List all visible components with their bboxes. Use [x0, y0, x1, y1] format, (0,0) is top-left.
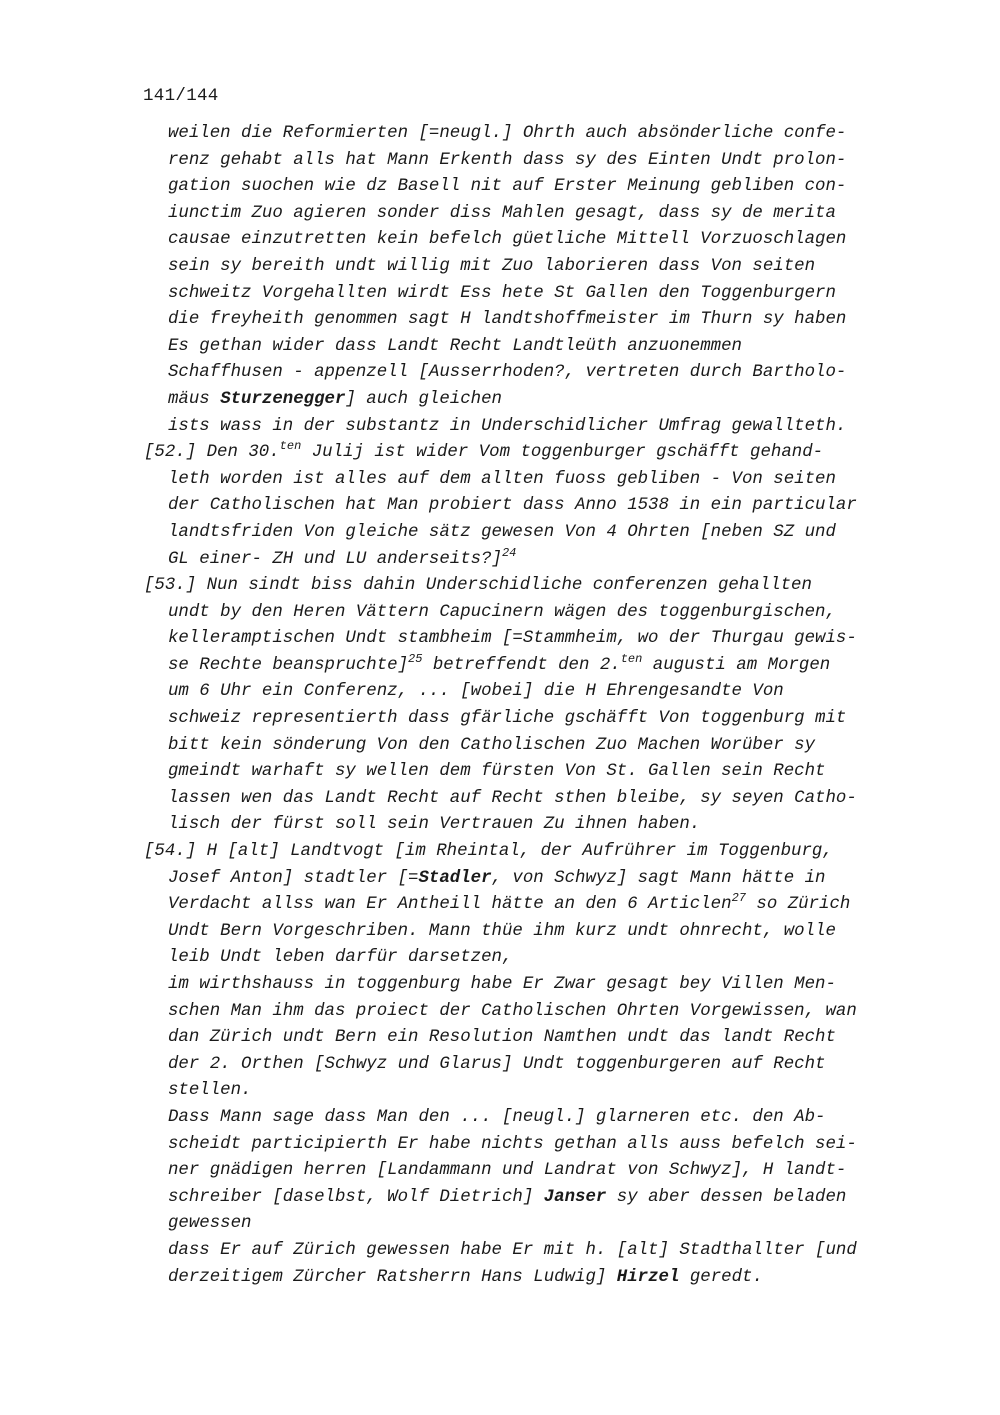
text-line	[144, 1025, 914, 1052]
text-run: der Catholischen hat Man probiert dass Anno 1538 in ein particular	[168, 496, 857, 516]
text-run: leib Undt leben darfür darsetzen,	[168, 948, 513, 968]
bold-name: Sturzenegger	[220, 389, 346, 409]
text-line	[144, 653, 914, 680]
text-line	[144, 281, 914, 308]
text-run: ner gnädigen herren [Landammann und Landrat von Schwyz], H landt-	[168, 1161, 847, 1181]
text-run: renz gehabt alls hat Mann Erkenth dass sy des Einten Undt prolon-	[168, 150, 847, 170]
text-line	[144, 866, 914, 893]
text-run: leth worden ist alles auf dem allten fuoss gebliben - Von seiten	[168, 469, 836, 489]
superscript: 25	[408, 651, 423, 666]
text-line	[144, 201, 914, 228]
text-run: schweitz Vorgehallten wirdt Ess hete St Gallen den Toggenburgern	[168, 283, 836, 303]
text-line	[144, 1185, 914, 1212]
text-run: derzeitigem Zürcher Ratsherrn Hans Ludwig]	[168, 1267, 617, 1287]
text-run: im wirthshauss in toggenburg habe Er Zwar gesagt bey Villen Men-	[168, 975, 836, 994]
text-line	[144, 334, 914, 361]
text-line	[144, 547, 914, 574]
text-run: schen Man ihm das proiect der Catholischen Ohrten Vorgewissen, wan	[168, 1001, 857, 1021]
text-run: der 2. Orthen [Schwyz und Glarus] Undt toggenburgeren auf Recht	[168, 1054, 826, 1074]
text-line	[144, 999, 914, 1026]
text-line	[144, 626, 914, 653]
text-run: gation suochen wie dz Basell nit auf Erster Meinung gebliben con-	[168, 177, 847, 197]
bold-name: Janser	[543, 1187, 607, 1207]
text-line	[144, 706, 914, 733]
text-run: iunctim Zuo agieren sonder diss Mahlen gesagt, dass sy de merita	[168, 203, 836, 223]
text-line	[144, 307, 914, 334]
bold-name: Hirzel	[616, 1267, 680, 1287]
text-line	[144, 759, 914, 786]
text-line	[144, 1105, 914, 1132]
text-line	[144, 1052, 914, 1079]
text-line	[144, 1158, 914, 1185]
text-run: sein sy bereith undt willig mit Zuo laborieren dass Von seiten	[168, 256, 816, 276]
text-run: sy aber dessen beladen	[606, 1187, 847, 1207]
text-run: stellen.	[168, 1081, 252, 1101]
text-run: lisch der fürst soll sein Vertrauen Zu ihnen haben.	[168, 815, 701, 835]
text-line	[144, 254, 914, 281]
superscript: ten	[279, 439, 302, 454]
text-line	[144, 520, 914, 547]
superscript: ten	[620, 651, 643, 666]
text-run: Undt Bern Vorgeschriben. Mann thüe ihm kurz undt ohnrecht, wolle	[168, 921, 836, 941]
text-line	[144, 1078, 914, 1105]
text-run: [53.] Nun sindt biss dahin Underschidliche conferenzen gehallten	[144, 576, 812, 596]
text-line	[144, 892, 914, 919]
text-run: schweiz representierth dass gfärliche gschäfft Von toggenburg mit	[168, 709, 847, 729]
text-run: [54.] H [alt] Landtvogt [im Rheintal, der Aufrührer im Toggenburg,	[144, 842, 833, 862]
text-run: so Zürich	[745, 895, 851, 915]
text-line	[144, 1211, 914, 1238]
text-run: se Rechte beanspruchte]	[168, 655, 409, 675]
text-line	[144, 812, 914, 839]
text-run: dass Er auf Zürich gewessen habe Er mit h. [alt] Stadthallter [und	[168, 1240, 857, 1260]
text-run: bitt kein sönderung Von den Catholischen Zuo Machen Worüber sy	[168, 735, 816, 755]
text-run: schreiber [daselbst, Wolf Dietrich]	[168, 1187, 544, 1207]
text-line	[144, 493, 914, 520]
text-run: mäus	[168, 389, 221, 409]
text-line	[144, 733, 914, 760]
text-run: ] auch gleichen	[345, 389, 502, 409]
text-line	[144, 414, 914, 441]
text-run: , von Schwyz] sagt Mann hätte in	[491, 868, 826, 888]
text-run: Schaffhusen - appenzell [Ausserrhoden?, vertreten durch Bartholo-	[168, 363, 847, 383]
text-run: geredt.	[679, 1267, 763, 1287]
text-run: lassen wen das Landt Recht auf Recht sthen bleibe, sy seyen Catho-	[168, 788, 857, 808]
text-run: weilen die Reformierten [=neugl.] Ohrth auch absönderliche confe-	[168, 124, 847, 143]
text-line	[144, 786, 914, 813]
text-run: gewessen	[168, 1214, 252, 1234]
text-run: augusti am Morgen	[642, 655, 831, 675]
text-line	[144, 227, 914, 254]
text-line	[144, 360, 914, 387]
text-line	[144, 1238, 914, 1265]
text-line	[144, 148, 914, 175]
text-line	[144, 440, 914, 467]
text-line	[144, 121, 914, 148]
text-run: gmeindt warhaft sy wellen dem fürsten Von St. Gallen sein Recht	[168, 762, 826, 782]
text-run: Julij ist wider Vom toggenburger gschäfft gehand-	[301, 443, 824, 463]
text-run: undt by den Heren Vättern Capucinern wägen des toggenburgischen,	[168, 602, 836, 622]
text-line	[144, 600, 914, 627]
text-run: betreffendt den 2.	[422, 655, 621, 675]
text-run: dan Zürich undt Bern ein Resolution Namthen undt das landt Recht	[168, 1028, 836, 1048]
bold-name: Stadler	[418, 868, 492, 888]
text-run: Verdacht allss wan Er Antheill hätte an den 6 Articlen	[168, 895, 732, 915]
text-line	[144, 679, 914, 706]
text-line	[144, 467, 914, 494]
text-run: [52.] Den 30.	[144, 443, 280, 463]
text-line	[144, 387, 914, 414]
text-run: kelleramptischen Undt stambheim [=Stammheim, wo der Thurgau gewis-	[168, 629, 857, 649]
text-line	[144, 945, 914, 972]
text-run: um 6 Uhr ein Conferenz, ... [wobei] die H Ehrengesandte Von	[168, 682, 784, 702]
text-line	[144, 919, 914, 946]
text-run: Dass Mann sage dass Man den ... [neugl.] glarneren etc. den Ab-	[168, 1107, 826, 1127]
text-run: causae einzutretten kein befelch güetliche Mittell Vorzuoschlagen	[168, 230, 847, 250]
text-line	[144, 1132, 914, 1159]
text-run: Es gethan wider dass Landt Recht Landtleüth anzuonemmen	[168, 336, 742, 356]
document-body	[144, 121, 914, 1291]
text-run: landtsfriden Von gleiche sätz gewesen Von 4 Ohrten [neben SZ und	[168, 522, 836, 542]
text-run: die freyheith genommen sagt H landtshoffmeister im Thurn sy haben	[168, 310, 847, 330]
text-run: Josef Anton] stadtler [=	[168, 868, 419, 888]
text-line	[144, 1265, 914, 1292]
text-line	[144, 174, 914, 201]
text-line	[144, 573, 914, 600]
superscript: 24	[501, 545, 517, 560]
text-run: scheidt participierth Er habe nichts gethan alls auss befelch sei-	[168, 1134, 857, 1154]
superscript: 27	[731, 891, 746, 906]
text-line	[144, 972, 914, 999]
page-number: 141/144	[143, 86, 219, 106]
text-run: GL einer- ZH und LU anderseits?]	[168, 549, 502, 569]
text-run: ists wass in der substantz in Underschidlicher Umfrag gewallteth.	[168, 416, 847, 436]
text-line	[144, 839, 914, 866]
